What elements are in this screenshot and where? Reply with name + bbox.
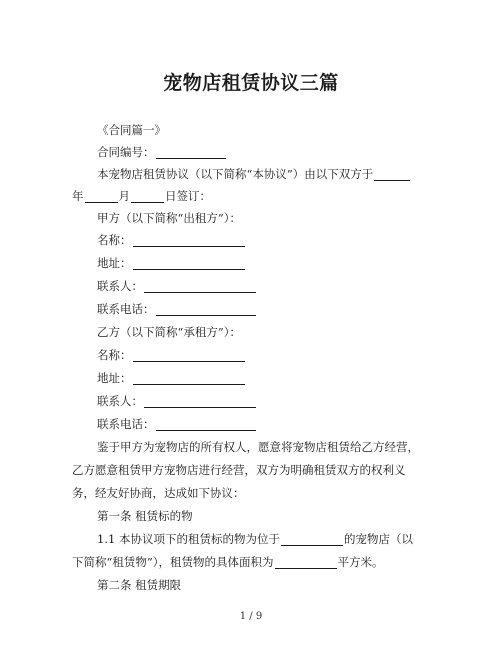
clause-1-1-text-c: 下简称“租赁物”），租赁物的具体面积为 xyxy=(72,555,274,569)
year-label: 年 xyxy=(72,189,84,203)
recital-line-1: 鉴于甲方为宠物店的所有权人，愿意将宠物店租赁给乙方经营， xyxy=(97,440,419,454)
day-label: 日签订： xyxy=(165,189,211,203)
year-blank xyxy=(85,190,118,203)
party-b-name xyxy=(97,348,457,362)
party-a-contact-label: 联系人： xyxy=(97,279,143,293)
party-a-phone-label: 联系电话： xyxy=(97,302,155,316)
party-b-name-label: 名称： xyxy=(97,348,132,362)
clause-1-1-text-b: 的宠物店（以 xyxy=(343,532,413,546)
clause-1-1-line-2 xyxy=(72,555,432,569)
intro-line-1 xyxy=(97,167,457,181)
intro-line-2 xyxy=(72,189,432,203)
party-a-contact xyxy=(97,279,457,293)
contract-number-line xyxy=(97,145,457,159)
area-blank xyxy=(275,556,337,569)
party-b-address-label: 地址： xyxy=(97,371,132,385)
month-label: 月 xyxy=(118,189,130,203)
party-b-phone xyxy=(97,417,457,431)
party-a-name-blank xyxy=(133,234,245,247)
document-title: 宠物店租赁协议三篇 xyxy=(163,72,339,94)
recital-line-3: 务，经友好协商，达成如下协议： xyxy=(72,486,245,500)
contract-number-label: 合同编号： xyxy=(97,145,155,159)
party-a-address-label: 地址： xyxy=(97,256,132,270)
party-a-name xyxy=(97,233,457,247)
party-a-name-label: 名称： xyxy=(97,233,132,247)
party-a-phone xyxy=(97,302,457,316)
clause-1-1-text-d: 平方米。 xyxy=(337,555,384,569)
party-a-phone-blank xyxy=(156,303,256,316)
recital-line-2: 乙方愿意租赁甲方宠物店进行经营，双方为明确租赁双方的权利义 xyxy=(72,463,406,477)
party-a-heading: 甲方（以下简称“出租方”）： xyxy=(97,211,242,225)
month-blank xyxy=(131,190,164,203)
party-a-contact-blank xyxy=(144,280,256,293)
contract-number-blank xyxy=(156,146,226,159)
article-2-heading: 第二条 租赁期限 xyxy=(97,578,182,592)
page-number: 1 / 9 xyxy=(239,611,263,622)
party-b-contact-label: 联系人： xyxy=(97,394,143,408)
intro-text: 本宠物店租赁协议（以下简称“本协议”）由以下双方于 xyxy=(97,167,374,181)
party-b-phone-label: 联系电话： xyxy=(97,417,155,431)
party-b-phone-blank xyxy=(156,418,256,431)
party-a-address xyxy=(97,256,457,270)
clause-1-1-text-a: 1.1 本协议项下的租赁标的物为位于 xyxy=(97,532,280,546)
section-tag: 《合同篇一》 xyxy=(97,123,166,137)
year-blank-intro xyxy=(374,168,410,181)
party-b-name-blank xyxy=(133,349,245,362)
party-b-address xyxy=(97,371,457,385)
party-a-address-blank xyxy=(133,257,245,270)
party-b-address-blank xyxy=(133,372,245,385)
location-blank xyxy=(281,533,343,546)
article-1-heading: 第一条 租赁标的物 xyxy=(97,509,193,523)
party-b-heading: 乙方（以下简称“承租方”）： xyxy=(97,325,242,339)
party-b-contact-blank xyxy=(144,395,256,408)
clause-1-1-line-1 xyxy=(97,532,457,546)
party-b-contact xyxy=(97,394,457,408)
